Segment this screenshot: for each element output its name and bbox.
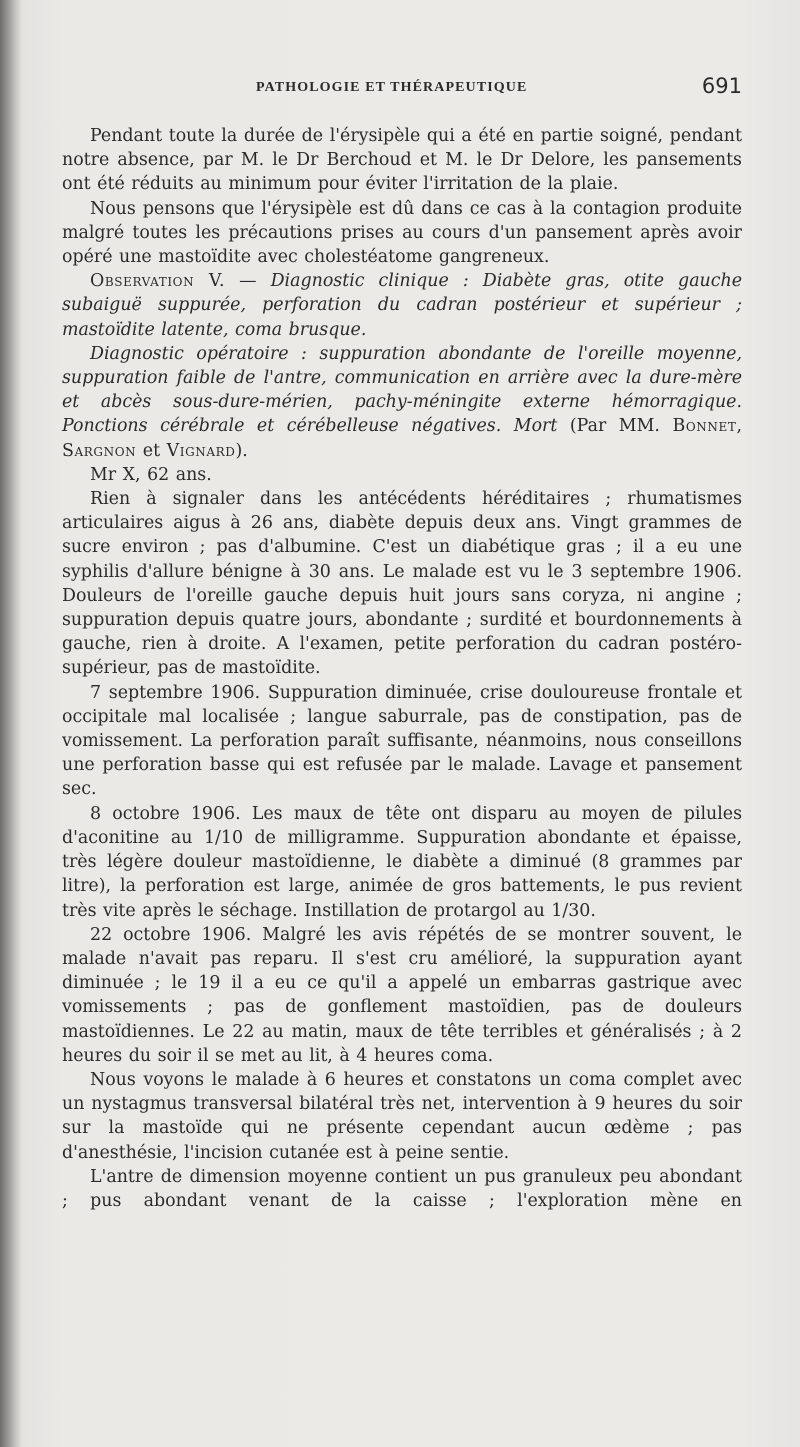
observation-dash: — [225, 271, 271, 292]
author-and: et [136, 440, 167, 461]
author-separator: , [736, 416, 742, 437]
author-bonnet: Bonnet [672, 416, 737, 437]
clinical-diagnosis: Diagnostic clinique : Diabète gras, otite gauche subaiguë suppurée, perforation du cadran postérieur et supérieur ; mastoïdite latente, coma brusque. [62, 271, 742, 340]
paragraph-erysipele-care: Pendant toute la durée de l'érysipèle qui a été en partie soigné, pendant notre absence, par M. le Dr Berchoud et M. le Dr Delore, les pansements ont été réduits au minimum pour éviter l'irritation de la plaie. [62, 126, 742, 195]
body-text [62, 124, 742, 1213]
paragraph-antecedents: Rien à signaler dans les antécédents héréditaires ; rhumatismes articulaires aigus à 26 ans, diabète depuis deux ans. Vingt grammes de sucre environ ; pas d'albumine. C'est un diabétique gras ; il a eu une syphilis d'allure bénigne à 30 ans. Le malade est vu le 3 septembre 1906. Douleurs de l'oreille gauche depuis huit jours sans coryza, ni angine ; suppuration depuis quatre jours, abondante ; surdité et bourdonnements à gauche, rien à droite. A l'examen, petite perforation du cadran postéro-supérieur, pas de mastoïdite. [62, 489, 742, 679]
paragraph-antre: L'antre de dimension moyenne contient un pus granuleux peu abondant ; pus abondant venant de la caisse ; l'exploration mène en [62, 1166, 742, 1211]
running-head: PATHOLOGIE ET THÉRAPEUTIQUE [256, 80, 528, 95]
author-sargnon: Sargnon [62, 440, 137, 461]
paragraph-7-september: 7 septembre 1906. Suppuration diminuée, crise douloureuse frontale et occipitale mal localisée ; langue saburrale, pas de constipation, pas de vomissement. La perforation paraît suffisante, néanmoins, nous conseillons une perforation basse qui est refusée par le malade. Lavage et pansement sec. [62, 682, 742, 800]
observation-heading [62, 269, 742, 342]
operative-diagnosis-paragraph [62, 342, 742, 463]
paragraph-8-october: 8 octobre 1906. Les maux de tête ont disparu au moyen de pilules d'aconitine au 1/10 de milligramme. Suppuration abondante et épaisse, très légère douleur mastoïdienne, le diabète a diminué (8 grammes par litre), la perforation est large, animée de gros battements, le pus revient très vite après le séchage. Instillation de protargol au 1/30. [62, 803, 742, 921]
paragraph-contagion: Nous pensons que l'érysipèle est dû dans ce cas à la contagion produite malgré toutes les précautions prises au cours d'un pansement après avoir opéré une mastoïdite avec cholestéatome gangreneux. [62, 198, 742, 268]
authors-close: ). [235, 440, 248, 461]
paragraph-22-october: 22 octobre 1906. Malgré les avis répétés de se montrer souvent, le malade n'avait pas reparu. Il s'est cru amélioré, la suppuration ayant diminuée ; le 19 il a eu ce qu'il a appelé un embarras gastrique avec vomissements ; pas de gonflement mastoïdien, pas de douleurs mastoïdiennes. Le 22 au matin, maux de tête terribles et généralisés ; à 2 heures du soir il se met au lit, à 4 heures coma. [62, 924, 742, 1066]
authors-open: (Par MM. [557, 416, 673, 437]
patient-line: Mr X, 62 ans. [90, 464, 212, 485]
page-binding-shadow [0, 0, 22, 1447]
page-header [256, 74, 742, 100]
author-vignard: Vignard [166, 440, 236, 461]
observation-label: Observation V. [90, 271, 226, 292]
operative-diagnosis: Diagnostic opératoire : suppuration abondante de l'oreille moyenne, suppuration faible de l'antre, communication en arrière avec la dure-mère et abcès sous-dure-mérien, pachy-méningite externe hémorragique. Ponctions cérébrale et cérébelleuse négatives. Mort [62, 343, 742, 437]
paragraph-coma: Nous voyons le malade à 6 heures et constatons un coma complet avec un nystagmus transversal bilatéral très net, intervention à 9 heures du soir sur la mastoïde qui ne présente cependant aucun œdème ; pas d'anesthésie, l'incision cutanée est à peine sentie. [62, 1069, 742, 1163]
page-number: 691 [701, 74, 742, 98]
